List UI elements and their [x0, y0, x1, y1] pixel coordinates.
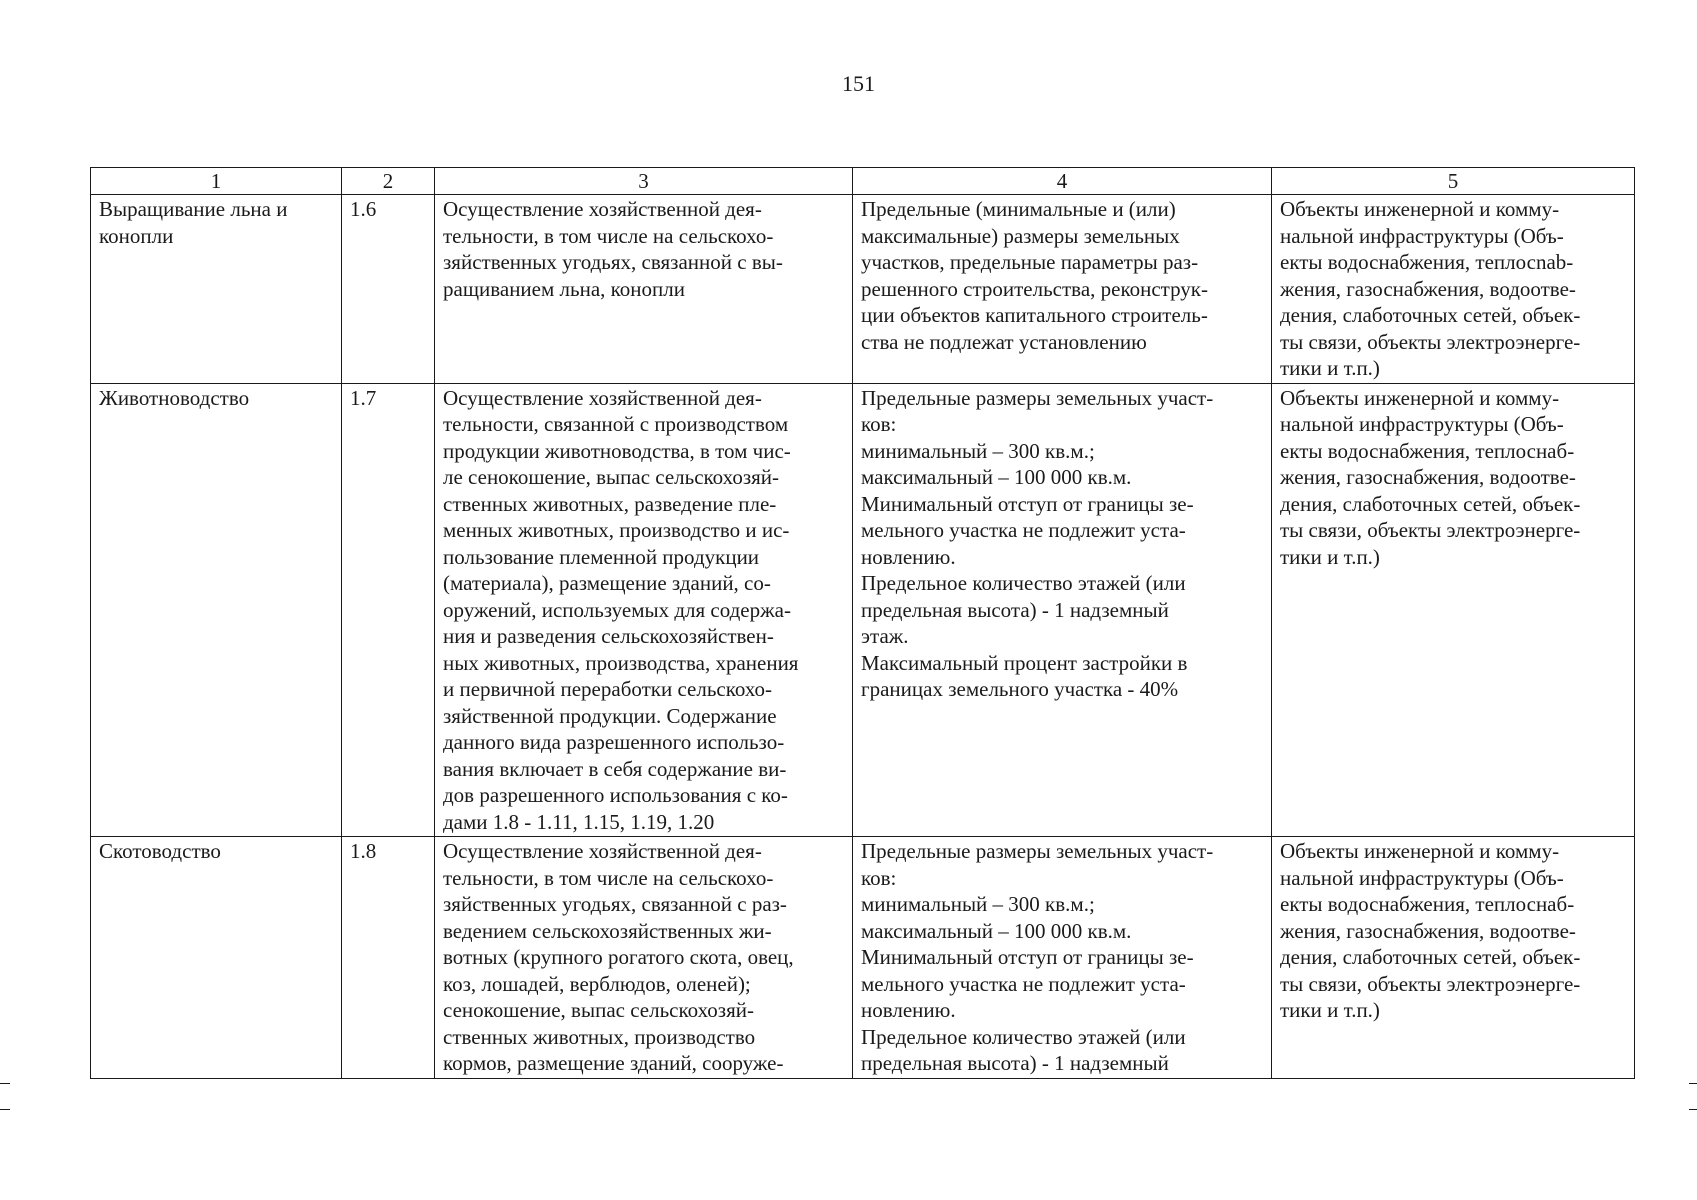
cell-text-line: предельная высота) - 1 надземный [861, 597, 1169, 622]
cell-text-line: (материала), размещение зданий, со- [443, 571, 771, 595]
cell-text-line: Предельные размеры земельных участ- [861, 839, 1214, 863]
table-row [91, 383, 1635, 837]
use-parameters-cell [853, 195, 1272, 384]
cell-text-line: максимальные) размеры земельных [861, 223, 1180, 248]
page-number: 151 [842, 71, 875, 96]
use-description-cell [435, 837, 853, 1079]
use-name-cell [91, 383, 342, 837]
column-header-4: 4 [853, 168, 1272, 195]
cell-text-line: новлению. [861, 544, 956, 569]
cell-text-line: екты водоснабжения, теплосnab- [1280, 250, 1574, 274]
cell-text-line: Объекты инженерной и комму- [1280, 839, 1560, 863]
use-parameters-cell [853, 837, 1272, 1079]
cell-text-line: жения, газоснабжения, водоотве- [1280, 276, 1576, 301]
cell-text-line: Объекты инженерной и комму- [1280, 197, 1560, 221]
cell-text-line: тики и т.п.) [1280, 356, 1380, 380]
use-description-cell [435, 195, 853, 384]
cell-text-line: екты водоснабжения, теплоснаб- [1280, 892, 1575, 916]
auxiliary-uses-cell [1272, 383, 1635, 837]
auxiliary-uses-cell [1272, 195, 1635, 384]
cell-text-line: максимальный – 100 000 кв.м. [861, 465, 1132, 489]
cell-text-line: Объекты инженерной и комму- [1280, 385, 1560, 410]
cell-text-line: минимальный – 300 кв.м.; [861, 438, 1095, 463]
cell-text-line: ственных животных, разведение пле- [443, 491, 777, 516]
use-code-cell: 1.8 [342, 837, 435, 1079]
use-parameters-cell [853, 383, 1272, 837]
cell-text-line: дов разрешенного использования с ко- [443, 783, 788, 807]
cell-text-line: границах земельного участка - 40% [861, 677, 1179, 701]
cell-text-line: тики и т.п.) [1280, 998, 1380, 1022]
column-header-5: 5 [1272, 168, 1635, 195]
cell-text-line: вания включает в себя содержание ви- [443, 756, 787, 781]
cell-text-line: Предельные (минимальные и (или) [861, 197, 1176, 221]
cell-text-line: дения, слаботочных сетей, объек- [1280, 491, 1581, 516]
cell-text-line: оружений, используемых для содержа- [443, 597, 791, 622]
cell-text-line: Предельное количество этажей (или [861, 571, 1186, 595]
cell-text-line: мельного участка не подлежит уста- [861, 518, 1186, 542]
cell-text-line: ков: [861, 865, 897, 890]
cell-text-line: жения, газоснабжения, водоотве- [1280, 918, 1576, 943]
cell-text-line: ния и разведения сельскохозяйствен- [443, 624, 774, 648]
cell-text-line: продукции животноводства, в том чис- [443, 438, 791, 463]
cell-text-line: Выращивание льна и [99, 197, 288, 221]
cell-text-line: Предельные размеры земельных участ- [861, 385, 1214, 410]
cell-text-line: Животноводство [99, 385, 250, 410]
cell-text-line: новлению. [861, 998, 956, 1022]
table-row [91, 195, 1635, 384]
cell-text-line: жения, газоснабжения, водоотве- [1280, 465, 1576, 489]
cell-text-line: Предельное количество этажей (или [861, 1024, 1186, 1049]
column-header-2: 2 [342, 168, 435, 195]
cell-text-line: дами 1.8 - 1.11, 1.15, 1.19, 1.20 [443, 809, 715, 834]
use-code-cell: 1.6 [342, 195, 435, 384]
use-code-cell: 1.7 [342, 383, 435, 837]
cell-text-line: решенного строительства, реконструк- [861, 276, 1209, 301]
cell-text-line: минимальный – 300 кв.м.; [861, 892, 1095, 916]
left-edge-mark [0, 1083, 10, 1084]
cell-text-line: ты связи, объекты электроэнерге- [1280, 329, 1581, 354]
cell-text-line: максимальный – 100 000 кв.м. [861, 918, 1132, 943]
cell-text-line: ты связи, объекты электроэнерге- [1280, 518, 1581, 542]
cell-text-line: тельности, в том числе на сельскохо- [443, 223, 774, 248]
cell-text-line: нальной инфраструктуры (Объ- [1280, 412, 1564, 436]
cell-text-line: и первичной переработки сельскохо- [443, 677, 773, 701]
cell-text-line: нальной инфраструктуры (Объ- [1280, 865, 1564, 890]
table-body [91, 195, 1635, 1079]
table-header-row [91, 168, 1635, 195]
land-use-table [90, 167, 1635, 1079]
cell-text-line: екты водоснабжения, теплоснаб- [1280, 438, 1575, 463]
cell-text-line: Осуществление хозяйственной дея- [443, 197, 762, 221]
cell-text-line: ков: [861, 412, 897, 436]
cell-text-line: предельная высота) - 1 надземный [861, 1051, 1169, 1075]
cell-text-line: тельности, в том числе на сельскохо- [443, 865, 774, 890]
cell-text-line: Минимальный отступ от границы зе- [861, 945, 1194, 969]
right-edge-mark [1689, 1109, 1697, 1110]
right-edge-mark [1689, 1083, 1697, 1084]
cell-text-line: сенокошение, выпас сельскохозяй- [443, 998, 754, 1022]
cell-text-line: ведением сельскохозяйственных жи- [443, 918, 772, 943]
cell-text-line: дения, слаботочных сетей, объек- [1280, 945, 1581, 969]
table-row [91, 837, 1635, 1079]
cell-text-line: Максимальный процент застройки в [861, 650, 1188, 675]
cell-text-line: коз, лошадей, верблюдов, оленей); [443, 971, 751, 996]
cell-text-line: нальной инфраструктуры (Объ- [1280, 223, 1564, 248]
cell-text-line: зяйственной продукции. Содержание [443, 703, 777, 728]
cell-text-line: ты связи, объекты электроэнерге- [1280, 971, 1581, 996]
use-name-cell [91, 195, 342, 384]
cell-text-line: дения, слаботочных сетей, объек- [1280, 303, 1581, 327]
left-edge-mark [0, 1109, 10, 1110]
cell-text-line: зяйственных угодьях, связанной с раз- [443, 892, 787, 916]
cell-text-line: этаж. [861, 624, 909, 648]
cell-text-line: вотных (крупного рогатого скота, овец, [443, 945, 794, 969]
cell-text-line: тельности, связанной с производством [443, 412, 789, 436]
cell-text-line: участков, предельные параметры раз- [861, 250, 1199, 274]
cell-text-line: Осуществление хозяйственной дея- [443, 839, 762, 863]
cell-text-line: ле сенокошение, выпас сельскохозяй- [443, 465, 780, 489]
cell-text-line: ных животных, производства, хранения [443, 650, 799, 675]
cell-text-line: ции объектов капитального строитель- [861, 303, 1208, 327]
cell-text-line: Осуществление хозяйственной дея- [443, 385, 762, 410]
cell-text-line: зяйственных угодьях, связанной с вы- [443, 250, 783, 274]
cell-text-line: Скотоводство [99, 839, 221, 863]
cell-text-line: ращиванием льна, конопли [443, 276, 685, 301]
cell-text-line: Минимальный отступ от границы зе- [861, 491, 1194, 516]
cell-text-line: данного вида разрешенного использо- [443, 730, 785, 754]
cell-text-line: конопли [99, 223, 174, 248]
auxiliary-uses-cell [1272, 837, 1635, 1079]
cell-text-line: кормов, размещение зданий, сооруже- [443, 1051, 784, 1075]
cell-text-line: тики и т.п.) [1280, 544, 1380, 569]
use-name-cell [91, 837, 342, 1079]
cell-text-line: мельного участка не подлежит уста- [861, 971, 1186, 996]
use-description-cell [435, 383, 853, 837]
column-header-1: 1 [91, 168, 342, 195]
cell-text-line: ственных животных, производство [443, 1024, 756, 1049]
cell-text-line: менных животных, производство и ис- [443, 518, 790, 542]
cell-text-line: ства не подлежат установлению [861, 329, 1147, 354]
column-header-3: 3 [435, 168, 853, 195]
cell-text-line: пользование племенной продукции [443, 544, 760, 569]
